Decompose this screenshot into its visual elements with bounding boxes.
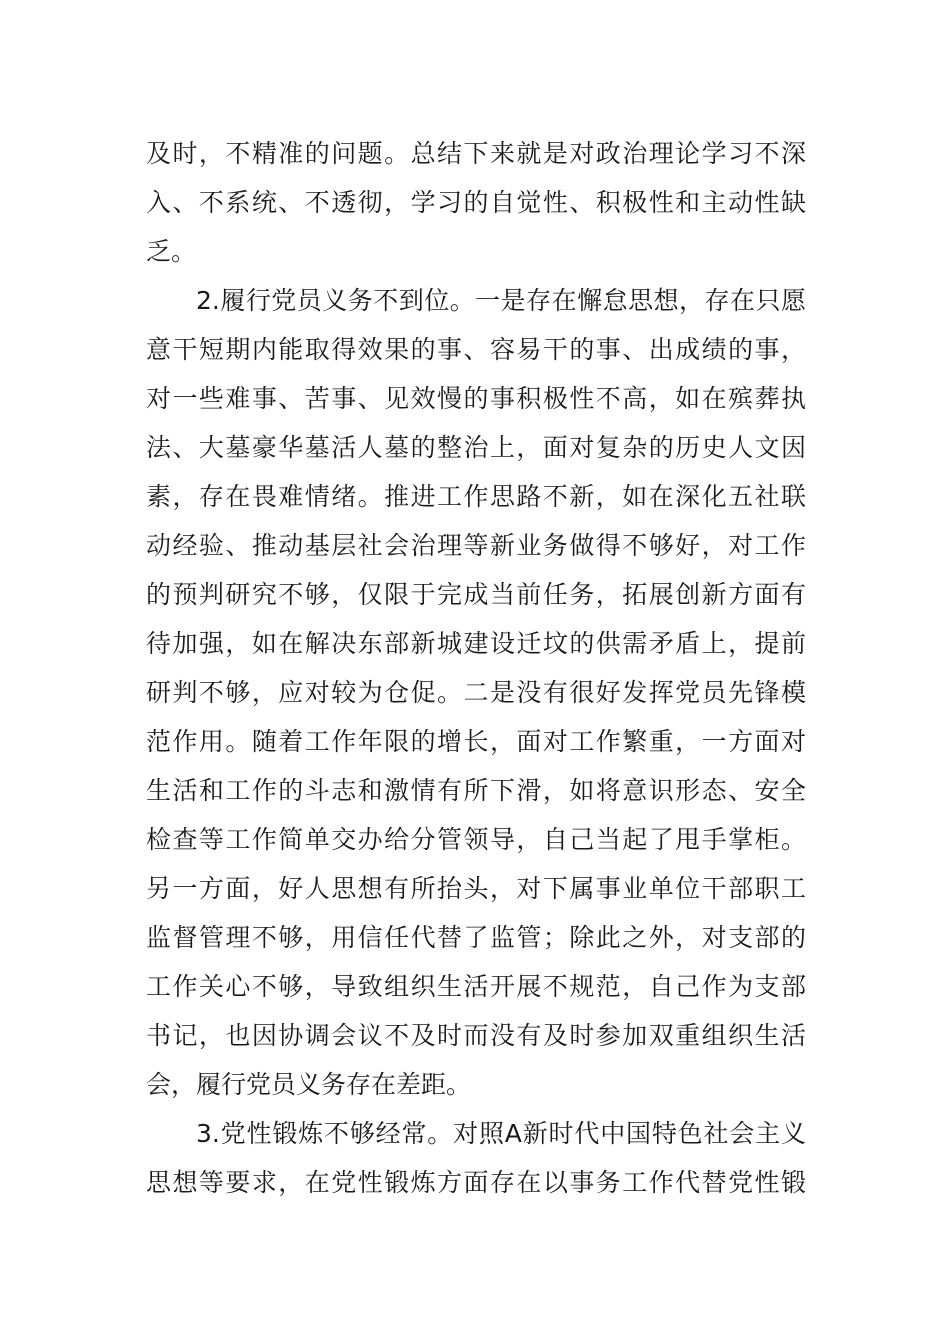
text-line: 范作用。随着工作年限的增长，面对工作繁重，一方面对 (146, 727, 806, 756)
paragraph-heading-line: 2.履行党员义务不到位。一是存在懈怠思想，存在只愿 (196, 286, 806, 315)
text-line: 入、不系统、不透彻，学习的自觉性、积极性和主动性缺 (146, 188, 806, 217)
text-line: 乏。 (146, 237, 197, 266)
text-line: 待加强，如在解决东部新城建设迁坟的供需矛盾上，提前 (146, 629, 806, 658)
text-line: 及时，不精准的问题。总结下来就是对政治理论学习不深 (146, 139, 806, 168)
text-line: 检查等工作简单交办给分管领导，自己当起了甩手掌柜。 (146, 825, 806, 854)
text-line: 法、大墓豪华墓活人墓的整治上，面对复杂的历史人文因 (146, 433, 806, 462)
text-line: 的预判研究不够，仅限于完成当前任务，拓展创新方面有 (146, 580, 806, 609)
text-line: 研判不够，应对较为仓促。二是没有很好发挥党员先锋模 (146, 678, 806, 707)
text-line: 对一些难事、苦事、见效慢的事积极性不高，如在殡葬执 (146, 384, 806, 413)
text-line: 生活和工作的斗志和激情有所下滑，如将意识形态、安全 (146, 776, 806, 805)
text-line: 素，存在畏难情绪。推进工作思路不新，如在深化五社联 (146, 482, 806, 511)
text-line: 监督管理不够，用信任代替了监管；除此之外，对支部的 (146, 923, 806, 952)
text-line: 另一方面，好人思想有所抬头，对下属事业单位干部职工 (146, 874, 806, 903)
text-line: 工作关心不够，导致组织生活开展不规范，自己作为支部 (146, 972, 806, 1001)
text-line: 会，履行党员义务存在差距。 (146, 1070, 472, 1099)
paragraph-heading-line: 3.党性锻炼不够经常。对照A新时代中国特色社会主义 (196, 1119, 806, 1148)
text-line: 思想等要求，在党性锻炼方面存在以事务工作代替党性锻 (146, 1168, 806, 1197)
text-line: 书记，也因协调会议不及时而没有及时参加双重组织生活 (146, 1021, 806, 1050)
text-line: 意干短期内能取得效果的事、容易干的事、出成绩的事， (146, 335, 806, 364)
text-line: 动经验、推动基层社会治理等新业务做得不够好，对工作 (146, 531, 806, 560)
